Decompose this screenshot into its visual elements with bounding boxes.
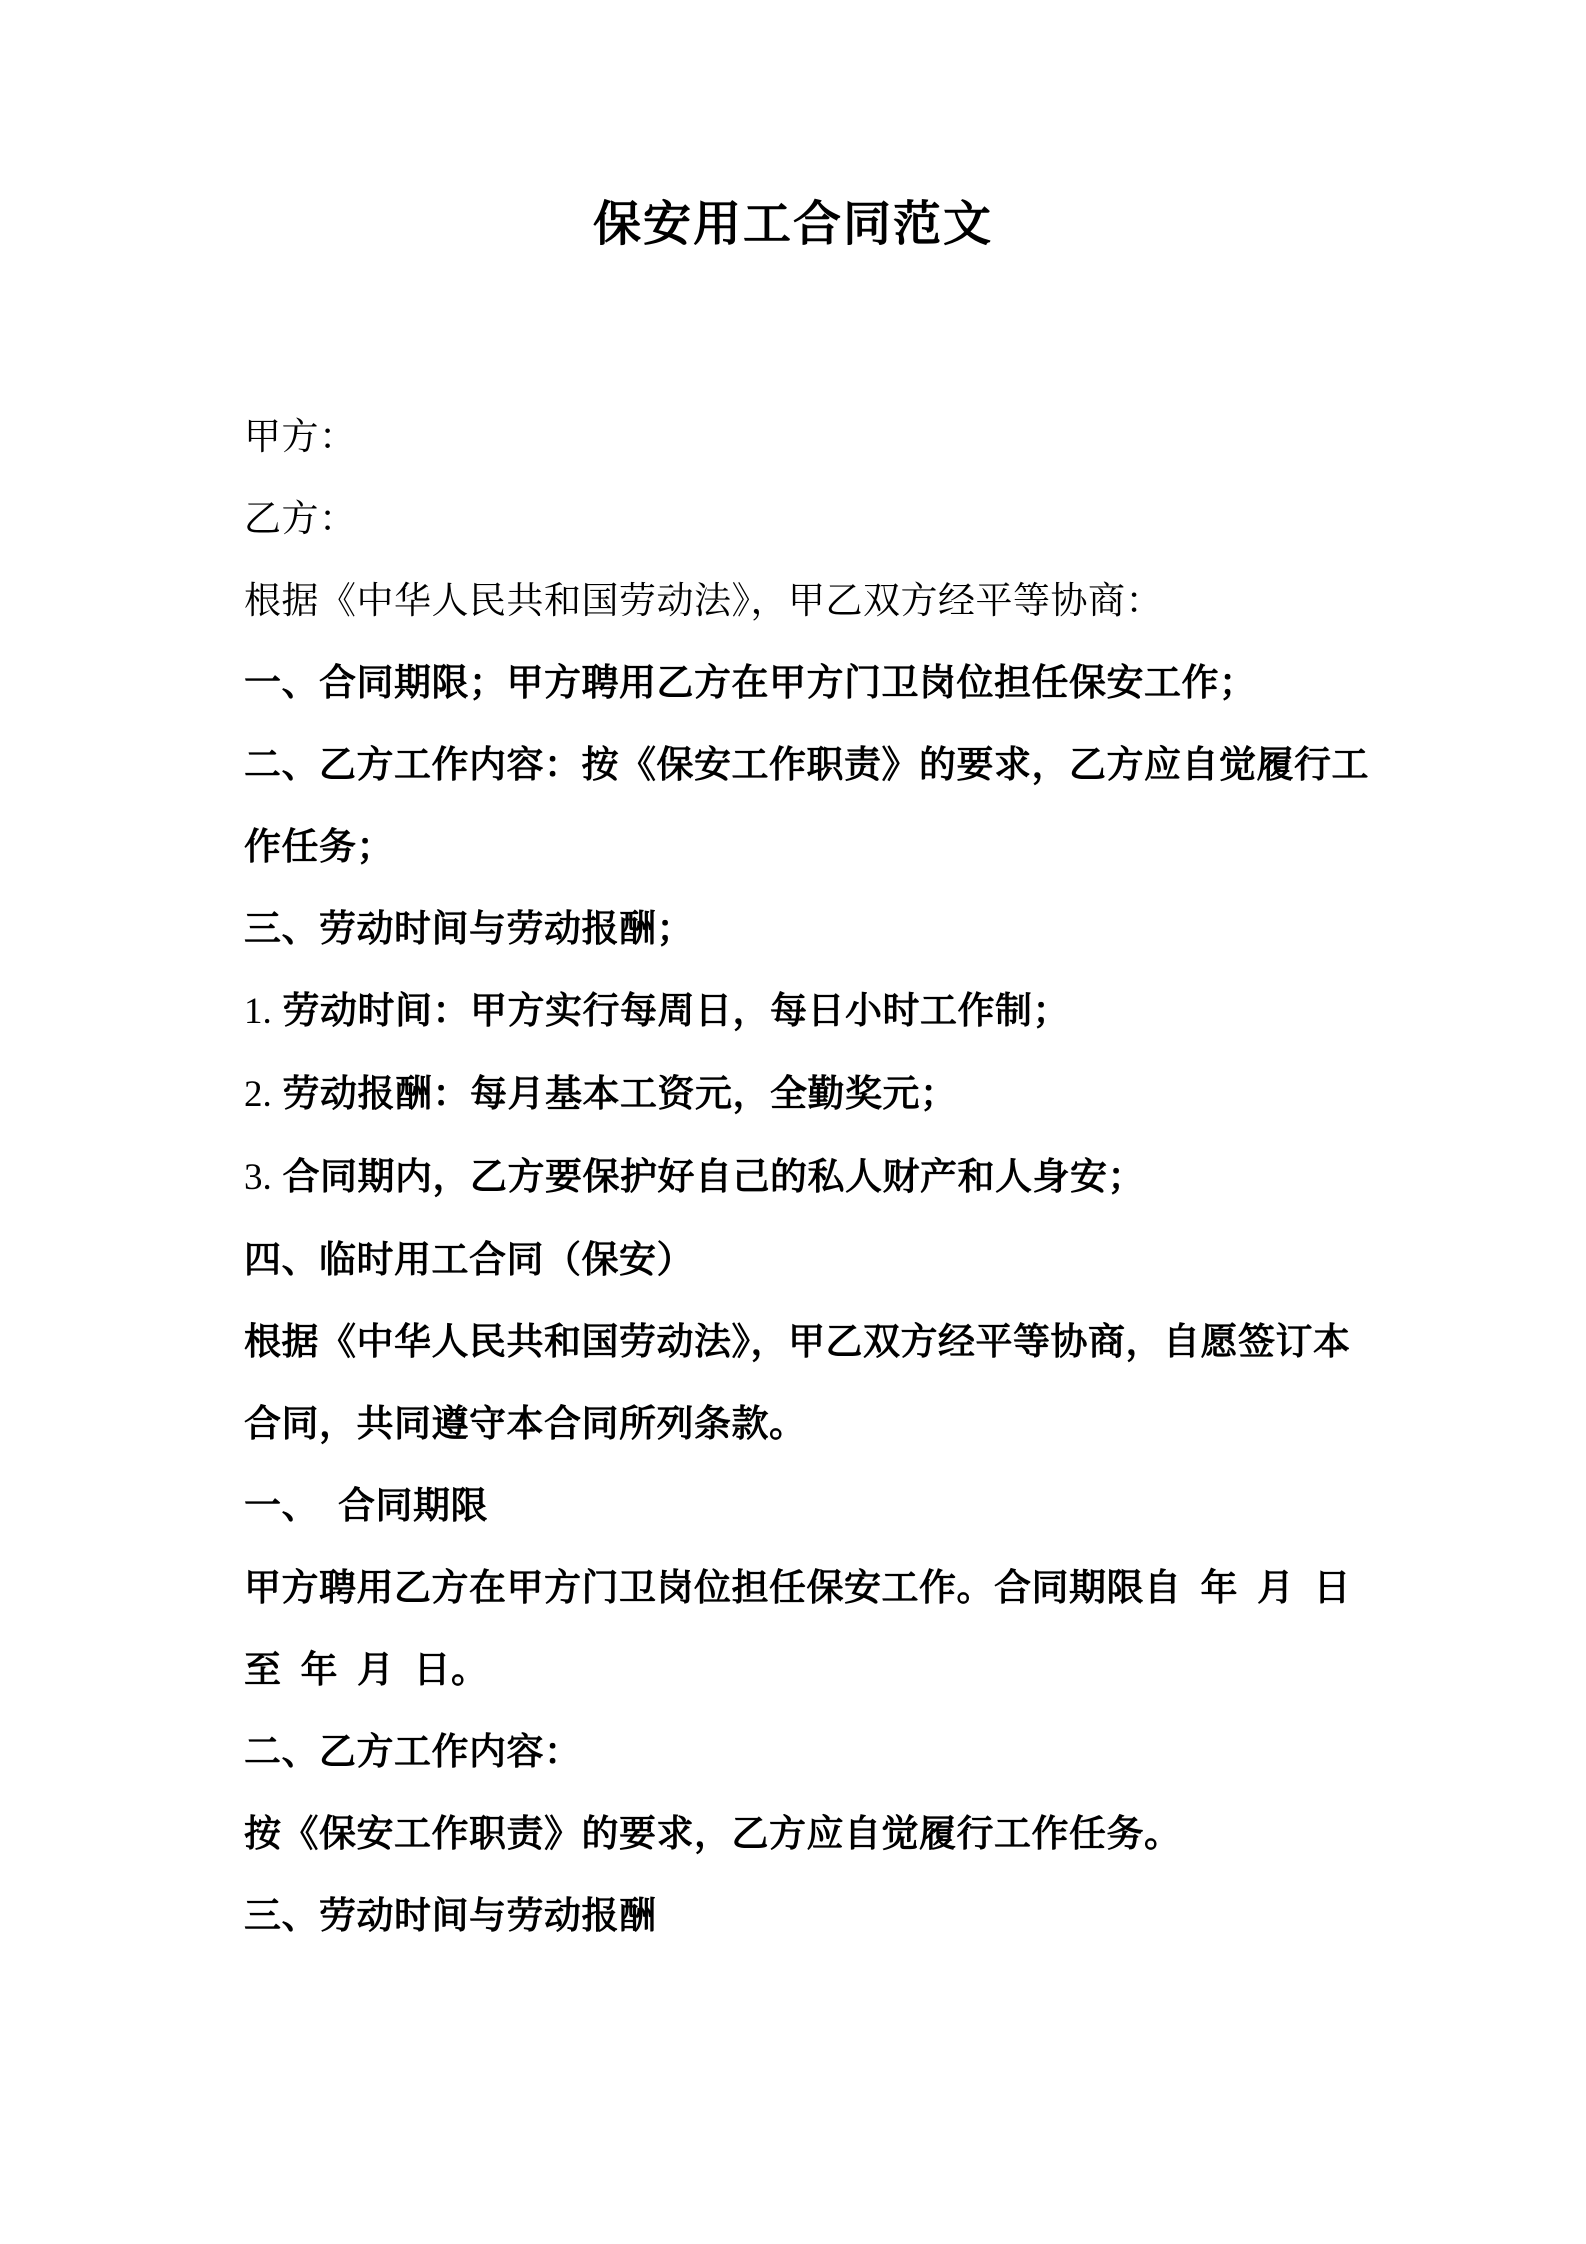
list-number: 2. (244, 1073, 272, 1115)
text-line: 甲方聘用乙方在甲方门卫岗位担任保安工作。合同期限自 年 月 日 (244, 1566, 1351, 1608)
paragraph (244, 1465, 1350, 1547)
paragraph (244, 1875, 1350, 1957)
paragraph (244, 1219, 1350, 1301)
list-number: 1. (244, 990, 272, 1032)
paragraph (244, 724, 1369, 888)
text-line: 一、 合同期限 (244, 1484, 488, 1526)
text-line: 根据《中华人民共和国劳动法》，甲乙双方经平等协商，自愿签订本 (244, 1320, 1351, 1362)
text-line: 至 年 月 日。 (244, 1648, 489, 1690)
paragraph (244, 1136, 1350, 1219)
text-line: 乙方： (244, 497, 357, 539)
text-line: 1. 劳动时间：甲方实行每周日，每日小时工作制； (244, 989, 1071, 1032)
text-line: 按《保安工作职责》的要求，乙方应自觉履行工作任务。 (244, 1812, 1182, 1854)
text-line: 作任务； (244, 825, 394, 867)
paragraph (244, 642, 1350, 724)
paragraph (244, 560, 1350, 642)
paragraph (244, 1053, 1350, 1136)
text-line: 3. 合同期内，乙方要保护好自己的私人财产和人身安； (244, 1155, 1146, 1198)
text-line: 三、劳动时间与劳动报酬 (244, 1894, 657, 1936)
text-line: 四、临时用工合同（保安） (244, 1238, 694, 1280)
text-line: 甲方： (244, 415, 357, 457)
text-line: 2. 劳动报酬：每月基本工资元，全勤奖元； (244, 1072, 958, 1115)
paragraph (244, 1547, 1350, 1711)
paragraph (244, 1711, 1350, 1793)
text-line: 二、乙方工作内容： (244, 1730, 582, 1772)
list-number: 3. (244, 1156, 272, 1198)
paragraph (244, 970, 1350, 1053)
document-body (244, 396, 1369, 1957)
text-line: 根据《中华人民共和国劳动法》，甲乙双方经平等协商： (244, 579, 1163, 621)
text-line: 三、劳动时间与劳动报酬； (244, 907, 694, 949)
text-line: 一、合同期限；甲方聘用乙方在甲方门卫岗位担任保安工作； (244, 661, 1257, 703)
text-line: 二、乙方工作内容：按《保安工作职责》的要求，乙方应自觉履行工 (244, 743, 1369, 785)
document-title: 保安用工合同范文 (592, 198, 993, 251)
paragraph (244, 478, 1350, 560)
paragraph (244, 396, 1350, 478)
paragraph (244, 1301, 1350, 1465)
text-line: 合同，共同遵守本合同所列条款。 (244, 1402, 807, 1444)
paragraph (244, 888, 1350, 970)
paragraph (244, 1793, 1350, 1875)
